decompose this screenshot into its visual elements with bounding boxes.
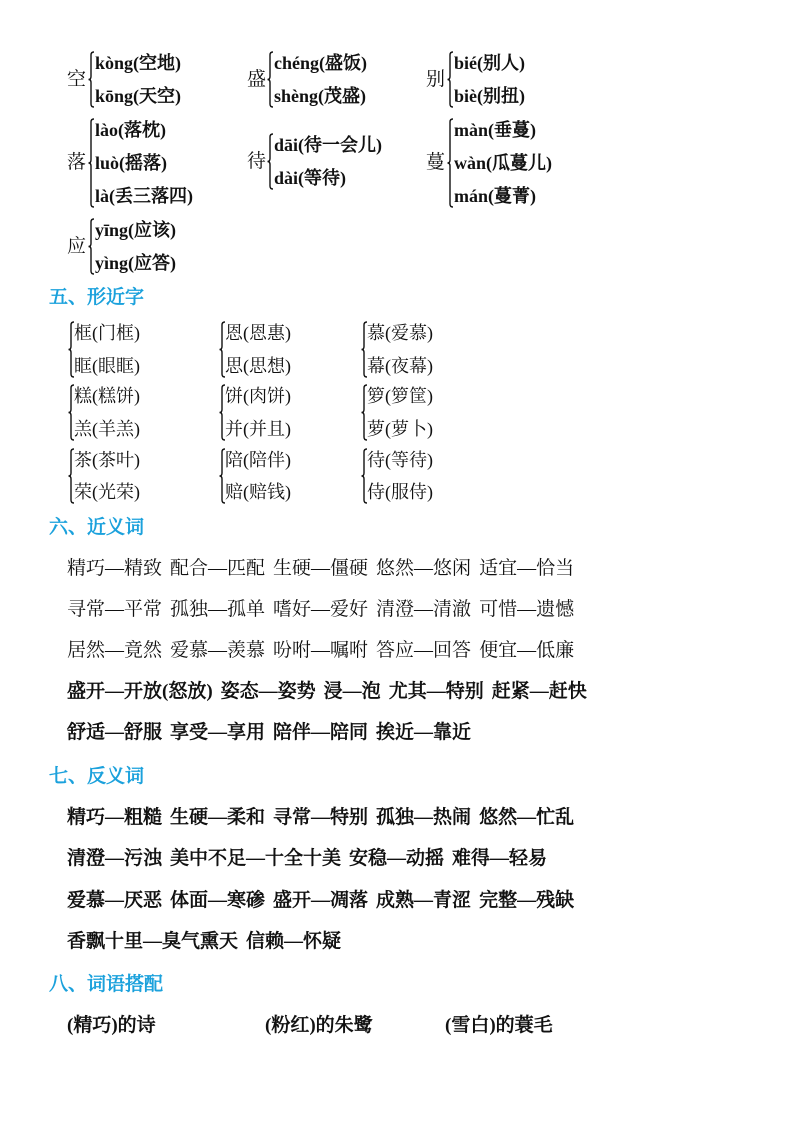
antonym-pair: 生硬—柔和 <box>170 807 266 828</box>
antonym-pair: 安稳—动摇 <box>349 848 445 869</box>
synonym-pair: 陪伴—陪同 <box>273 722 369 743</box>
synonym-pair: 姿态—姿势 <box>220 681 316 702</box>
polyphone-char: 蔓 <box>426 152 446 173</box>
antonym-pair: 悠然—忙乱 <box>479 807 575 828</box>
section-heading-synonyms: 六、近义词 <box>49 516 145 538</box>
synonym-pair: 尤其—特别 <box>388 681 484 702</box>
polyphone-char: 盛 <box>247 68 267 90</box>
polyphone-reading: bié(别人) <box>454 53 525 73</box>
polyphone-reading: yīng(应该) <box>95 220 176 240</box>
polyphone-reading: lào(落枕) <box>95 120 166 140</box>
collocation-item: (雪白)的蓑毛 <box>445 1015 553 1036</box>
similar-char-item: 思(思想) <box>225 356 291 376</box>
polyphone-reading: luò(摇落) <box>95 153 167 173</box>
polyphone-char: 空 <box>67 68 87 90</box>
similar-char-item: 赔(赔钱) <box>225 482 291 502</box>
similar-char-item: 饼(肉饼) <box>225 386 291 406</box>
synonym-pair: 悠然—悠闲 <box>376 558 472 579</box>
synonym-pair: 答应—回答 <box>376 640 472 661</box>
antonym-pair: 成熟—青涩 <box>376 890 472 911</box>
synonym-pair: 清澄—清澈 <box>376 599 472 620</box>
antonym-pair: 清澄—污浊 <box>67 848 163 869</box>
synonym-pair: 可惜—遗憾 <box>479 599 575 620</box>
antonym-line <box>67 889 574 913</box>
similar-char-item: 羔(羊羔) <box>74 419 140 439</box>
antonym-pair: 盛开—凋落 <box>273 890 369 911</box>
similar-char-item: 并(并且) <box>225 419 291 439</box>
polyphone-reading: wàn(瓜蔓儿) <box>454 153 552 173</box>
polyphone-reading: yìng(应答) <box>95 253 176 273</box>
polyphone-reading: chéng(盛饭) <box>274 53 367 73</box>
synonym-pair: 居然—竟然 <box>67 640 163 661</box>
polyphone-reading: kōng(天空) <box>95 86 182 106</box>
synonym-pair: 舒适—舒服 <box>67 722 163 743</box>
antonym-pair: 完整—残缺 <box>479 890 575 911</box>
synonym-pair: 享受—享用 <box>170 722 266 743</box>
similar-char-item: 侍(服侍) <box>367 482 433 502</box>
synonym-line <box>67 721 471 745</box>
collocation-item: (精巧)的诗 <box>67 1015 156 1036</box>
antonym-pair: 爱慕—厌恶 <box>67 890 163 911</box>
synonym-pair: 寻常—平常 <box>67 599 163 620</box>
synonym-pair: 配合—匹配 <box>170 558 266 579</box>
synonym-pair: 孤独—孤单 <box>170 599 266 620</box>
polyphone-reading: màn(垂蔓) <box>454 120 536 140</box>
synonym-pair: 赶紧—赶快 <box>491 681 587 702</box>
antonym-line <box>67 847 547 871</box>
synonym-line <box>67 680 587 704</box>
polyphone-char: 应 <box>67 235 87 257</box>
synonym-pair: 精巧—精致 <box>67 558 163 579</box>
antonym-pair: 难得—轻易 <box>452 848 548 869</box>
antonym-line <box>67 930 341 954</box>
synonym-pair: 吩咐—嘱咐 <box>273 640 369 661</box>
synonym-pair: 浸—泡 <box>323 681 381 702</box>
synonym-pair: 生硬—僵硬 <box>273 558 369 579</box>
polyphone-reading: kòng(空地) <box>95 53 182 73</box>
similar-char-item: 慕(爱慕) <box>367 323 433 343</box>
antonym-pair: 香飘十里—臭气熏天 <box>67 931 239 952</box>
synonym-pair: 爱慕—羡慕 <box>170 640 266 661</box>
synonym-line <box>67 598 574 622</box>
polyphone-char: 落 <box>67 152 87 173</box>
polyphone-reading: mán(蔓菁) <box>454 186 536 206</box>
similar-char-item: 糕(糕饼) <box>74 386 140 406</box>
section-heading-similar-chars: 五、形近字 <box>49 286 145 308</box>
similar-char-item: 恩(恩惠) <box>225 323 291 343</box>
synonym-line <box>67 557 574 581</box>
antonym-pair: 美中不足—十全十美 <box>170 848 342 869</box>
antonym-line <box>67 806 574 830</box>
polyphone-reading: dāi(待一会儿) <box>274 135 382 155</box>
synonym-pair: 适宜—恰当 <box>479 558 575 579</box>
similar-char-item: 箩(箩筐) <box>367 386 433 406</box>
polyphone-reading: dài(等待) <box>274 168 346 188</box>
antonym-pair: 寻常—特别 <box>273 807 369 828</box>
antonym-pair: 精巧—粗糙 <box>67 807 163 828</box>
section-heading-collocations: 八、词语搭配 <box>49 973 164 995</box>
antonym-pair: 信赖—怀疑 <box>246 931 342 952</box>
similar-char-item: 幕(夜幕) <box>367 356 433 376</box>
antonym-pair: 体面—寒碜 <box>170 890 266 911</box>
similar-char-item: 荣(光荣) <box>74 482 140 502</box>
polyphone-reading: biè(别扭) <box>454 86 525 106</box>
similar-char-item: 眶(眼眶) <box>74 356 140 376</box>
similar-char-item: 茶(茶叶) <box>74 450 140 470</box>
antonym-pair: 孤独—热闹 <box>376 807 472 828</box>
polyphone-char: 别 <box>426 68 446 90</box>
similar-char-item: 框(门框) <box>74 323 140 343</box>
synonym-line <box>67 639 574 663</box>
synonym-pair: 嗜好—爱好 <box>273 599 369 620</box>
collocation-item: (粉红)的朱鹭 <box>265 1015 373 1036</box>
polyphone-char: 待 <box>247 150 267 172</box>
similar-char-item: 萝(萝卜) <box>367 419 433 439</box>
polyphone-reading: shèng(茂盛) <box>274 86 367 106</box>
synonym-pair: 便宜—低廉 <box>479 640 575 661</box>
similar-char-item: 陪(陪伴) <box>225 450 291 470</box>
synonym-pair: 盛开—开放(怒放) <box>67 681 213 702</box>
polyphone-reading: là(丢三落四) <box>95 186 193 206</box>
similar-char-item: 待(等待) <box>367 450 433 470</box>
synonym-pair: 挨近—靠近 <box>376 722 472 743</box>
section-heading-antonyms: 七、反义词 <box>49 765 145 787</box>
